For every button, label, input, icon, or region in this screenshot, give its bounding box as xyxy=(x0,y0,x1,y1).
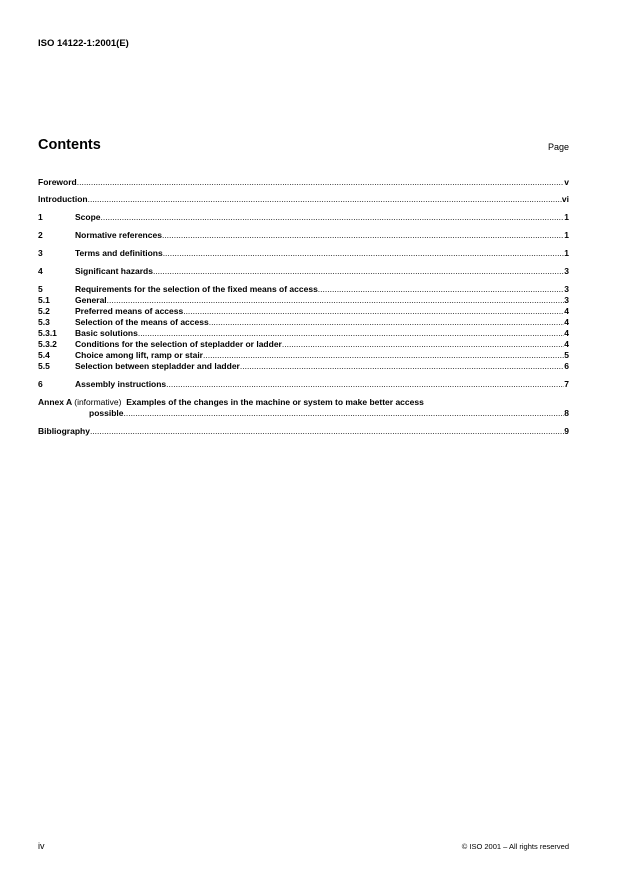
annex-type: (informative) xyxy=(74,397,122,407)
toc-leader xyxy=(183,306,564,317)
toc-entry-4[interactable] xyxy=(38,266,569,277)
page-column-label: Page xyxy=(547,142,569,152)
toc-entry-number: 1 xyxy=(38,212,43,222)
toc-entry-number: 5.3 xyxy=(38,317,50,327)
toc-leader xyxy=(209,317,565,328)
toc-entry-page: 3 xyxy=(564,295,569,305)
toc-entry-3[interactable] xyxy=(38,248,569,259)
toc-entry-bibliography[interactable] xyxy=(38,426,569,437)
toc-leader xyxy=(282,339,564,350)
toc-entry-title: Normative references xyxy=(75,230,162,240)
toc-entry-page: 8 xyxy=(564,408,569,418)
toc-entry-page: 4 xyxy=(564,317,569,327)
toc-entry-page: vi xyxy=(561,194,569,204)
toc-entry-number: 2 xyxy=(38,230,43,240)
toc-entry-page: 6 xyxy=(564,361,569,371)
toc-entry-number: 5 xyxy=(38,284,43,294)
toc-entry-5-1[interactable] xyxy=(38,295,569,306)
toc-entry-page: 4 xyxy=(564,328,569,338)
toc-entry-title: Choice among lift, ramp or stair xyxy=(75,350,203,360)
toc-leader xyxy=(88,194,562,205)
toc-entry-page: 3 xyxy=(564,284,569,294)
footer-copyright: © ISO 2001 – All rights reserved xyxy=(461,842,569,851)
toc-entry-number: 5.3.1 xyxy=(38,328,57,338)
toc-entry-5-4[interactable] xyxy=(38,350,569,361)
toc-entry-page: 7 xyxy=(564,379,569,389)
toc-entry-title: Selection of the means of access xyxy=(75,317,209,327)
toc-entry-foreword[interactable] xyxy=(38,177,569,188)
footer-page-number: iv xyxy=(38,841,45,851)
toc-entry-5[interactable] xyxy=(38,284,569,295)
toc-entry-annex-a[interactable] xyxy=(38,397,569,419)
toc-entry-5-2[interactable] xyxy=(38,306,569,317)
toc-entry-number: 6 xyxy=(38,379,43,389)
toc-entry-number: 5.5 xyxy=(38,361,50,371)
annex-title-continued: possible xyxy=(89,408,124,418)
toc-entry-title: Significant hazards xyxy=(75,266,153,276)
toc-entry-page: 1 xyxy=(564,248,569,258)
toc-entry-page: 4 xyxy=(564,339,569,349)
toc-entry-introduction[interactable] xyxy=(38,194,569,205)
toc-entry-title: Foreword xyxy=(38,177,77,187)
toc-leader xyxy=(123,408,564,419)
toc-entry-6[interactable] xyxy=(38,379,569,390)
toc-entry-page: 1 xyxy=(564,230,569,240)
toc-entry-title: Assembly instructions xyxy=(75,379,167,389)
toc-entry-number: 4 xyxy=(38,266,43,276)
toc-entry-number: 5.1 xyxy=(38,295,50,305)
toc-entry-title: Scope xyxy=(75,212,101,222)
toc-entry-page: 1 xyxy=(564,212,569,222)
toc-entry-page: v xyxy=(564,177,569,187)
toc-leader xyxy=(77,177,565,188)
toc-entry-5-5[interactable] xyxy=(38,361,569,372)
toc-entry-page: 4 xyxy=(564,306,569,316)
toc-leader xyxy=(162,230,564,241)
toc-leader xyxy=(318,284,564,295)
toc-leader xyxy=(138,328,564,339)
toc-entry-2[interactable] xyxy=(38,230,569,241)
toc-entry-number: 3 xyxy=(38,248,43,258)
toc-entry-5-3[interactable] xyxy=(38,317,569,328)
toc-entry-title: Selection between stepladder and ladder xyxy=(75,361,240,371)
toc-entry-title: General xyxy=(75,295,107,305)
toc-entry-title: Introduction xyxy=(38,194,88,204)
toc-entry-1[interactable] xyxy=(38,212,569,223)
toc-entry-title: Terms and definitions xyxy=(75,248,163,258)
toc-entry-page: 5 xyxy=(564,350,569,360)
toc-entry-5-3-2[interactable] xyxy=(38,339,569,350)
toc-leader xyxy=(101,212,565,223)
annex-label: Annex A xyxy=(38,397,72,407)
toc-entry-title: Preferred means of access xyxy=(75,306,184,316)
document-id: ISO 14122-1:2001(E) xyxy=(38,38,129,49)
toc-entry-5-3-1[interactable] xyxy=(38,328,569,339)
toc-entry-number: 5.2 xyxy=(38,306,50,316)
toc-entry-number: 5.4 xyxy=(38,350,50,360)
toc-leader xyxy=(107,295,565,306)
toc-leader xyxy=(90,426,564,437)
toc-leader xyxy=(163,248,565,259)
toc-entry-title: Conditions for the selection of stepladder or ladder xyxy=(75,339,282,349)
toc-entry-title: Requirements for the selection of the fixed means of access xyxy=(75,284,318,294)
page-title: Contents xyxy=(38,137,101,153)
toc-leader xyxy=(240,361,564,372)
annex-title: Examples of the changes in the machine or system to make better access xyxy=(126,397,424,407)
toc-entry-title: Bibliography xyxy=(38,426,90,436)
toc-entry-title: Basic solutions xyxy=(75,328,138,338)
toc-entry-page: 3 xyxy=(564,266,569,276)
toc-leader xyxy=(203,350,564,361)
toc-leader xyxy=(153,266,564,277)
toc-entry-number: 5.3.2 xyxy=(38,339,57,349)
toc-entry-page: 9 xyxy=(564,426,569,436)
toc-leader xyxy=(166,379,564,390)
